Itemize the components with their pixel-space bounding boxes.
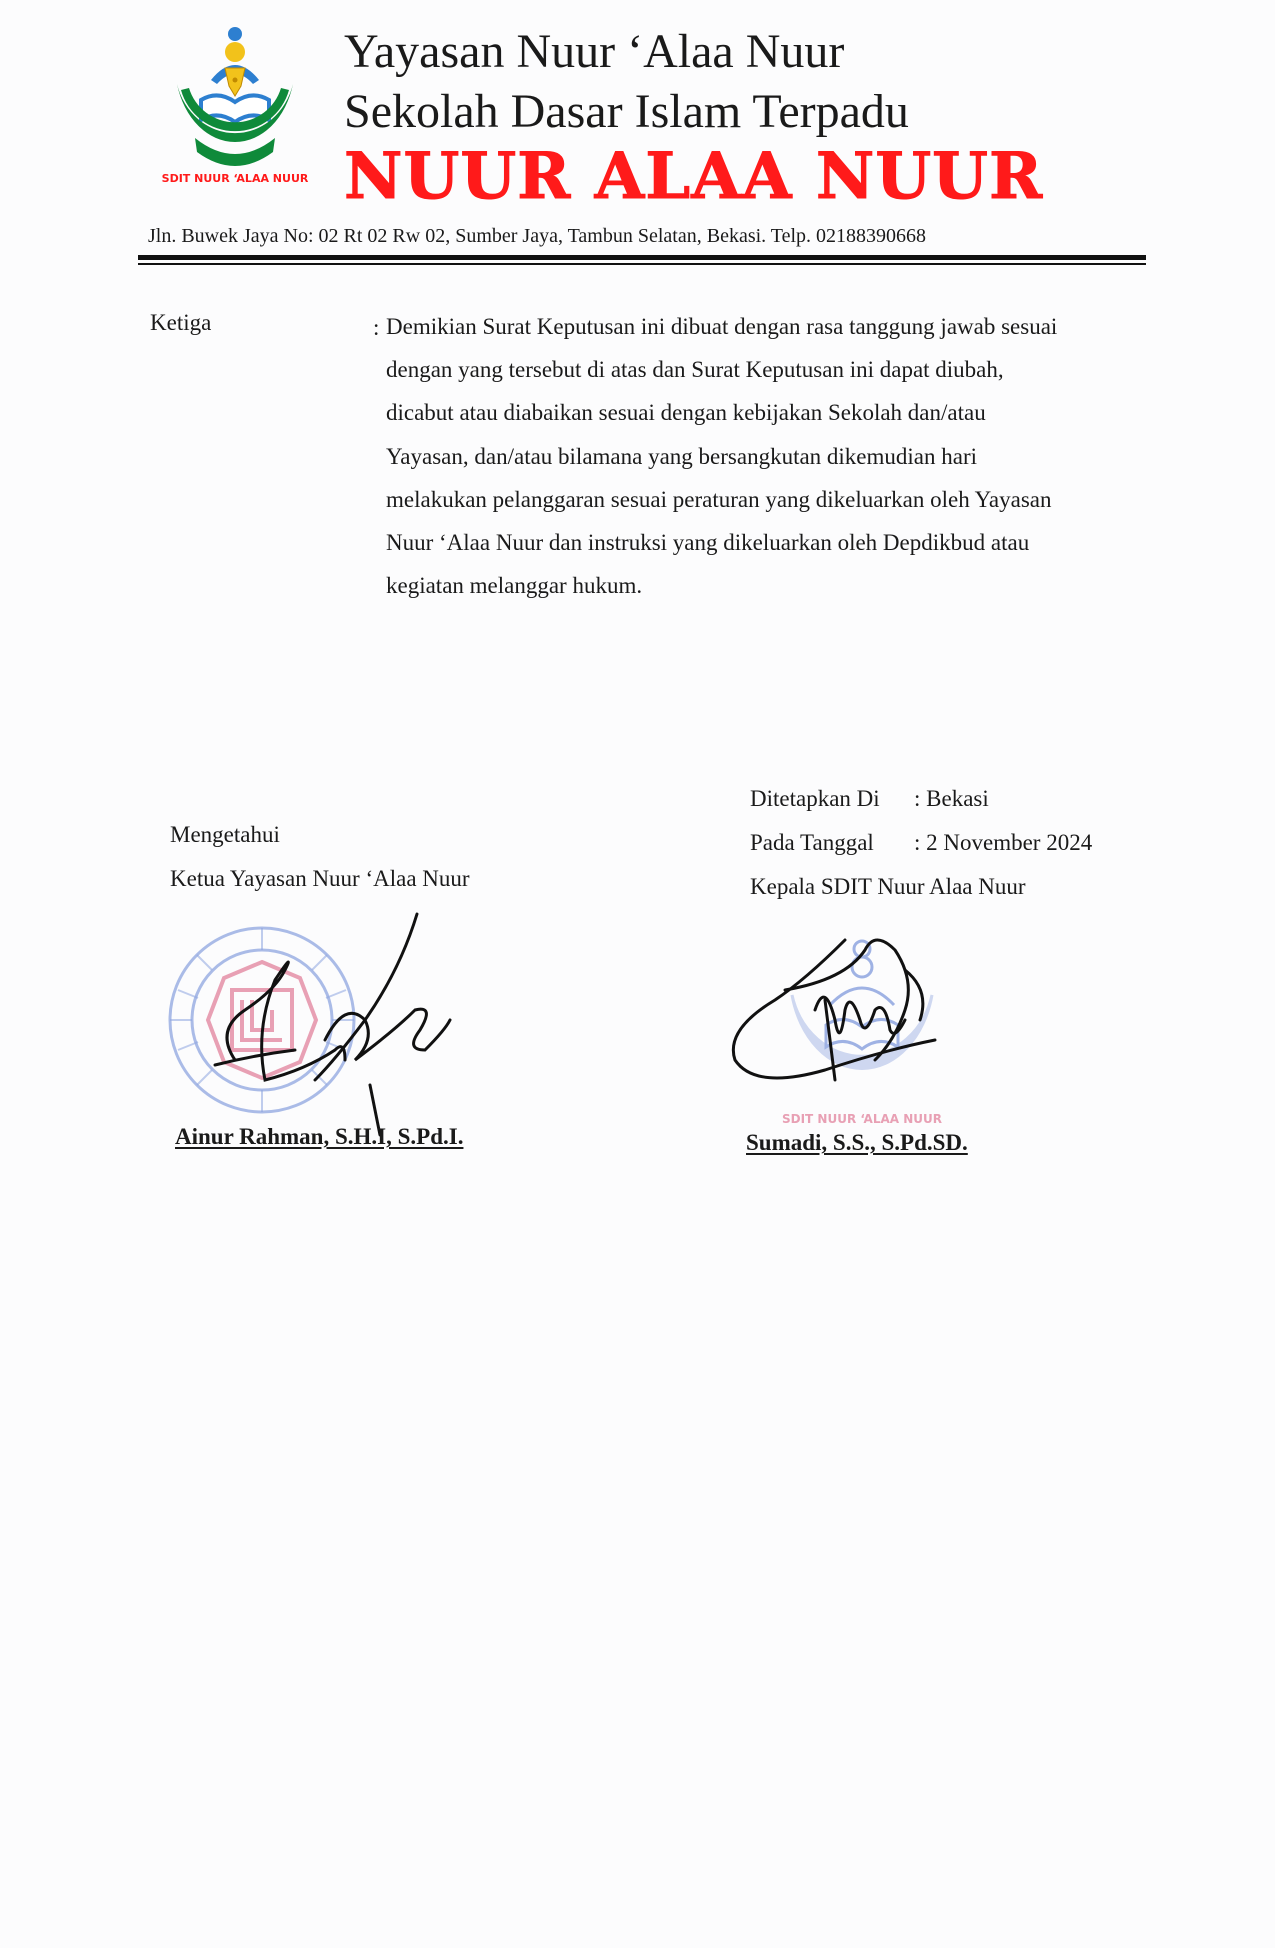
place-row: [750, 786, 989, 812]
place-value: : Bekasi: [914, 786, 989, 811]
principal-signature: [715, 920, 955, 1100]
principal-title: Kepala SDIT Nuur Alaa Nuur: [750, 874, 1026, 899]
svg-text:SDIT NUUR ‘ALAA NUUR: SDIT NUUR ‘ALAA NUUR: [161, 172, 309, 185]
header-divider-thin: [138, 263, 1146, 265]
clause-line: Yayasan, dan/atau bilamana yang bersangkutan dikemudian hari: [386, 443, 978, 469]
school-stamp-text: SDIT NUUR ‘ALAA NUUR: [781, 1112, 943, 1126]
clause-line: dengan yang tersebut di atas dan Surat Keputusan ini dapat diubah,: [386, 357, 1004, 383]
clause-line: Nuur ‘Alaa Nuur dan instruksi yang dikeluarkan oleh Depdikbud atau: [386, 530, 1030, 556]
school-type: Sekolah Dasar Islam Terpadu: [344, 85, 909, 138]
school-address: Jln. Buwek Jaya No: 02 Rt 02 Rw 02, Sumber Jaya, Tambun Selatan, Bekasi. Telp. 02188390668: [148, 225, 927, 247]
foundation-chair-title: Ketua Yayasan Nuur ‘Alaa Nuur: [170, 866, 470, 891]
school-logo: [155, 20, 315, 220]
clause-body: [386, 305, 1126, 607]
date-label: Pada Tanggal: [750, 830, 874, 855]
header-divider-thick: [138, 255, 1146, 260]
school-name: NUUR ALAA NUUR: [344, 139, 1044, 214]
clause-line: Demikian Surat Keputusan ini dibuat dengan rasa tanggung jawab sesuai: [386, 314, 1058, 339]
acknowledged-label: Mengetahui: [170, 822, 280, 847]
clause-line: kegiatan melanggar hukum.: [386, 573, 643, 599]
clause-label: Ketiga: [150, 310, 212, 335]
logo-ring-text: [162, 172, 309, 185]
chair-name: Ainur Rahman, S.H.I, S.Pd.I.: [175, 1124, 464, 1149]
chair-signature: [195, 910, 465, 1140]
principal-name: Sumadi, S.S., S.Pd.SD.: [746, 1130, 968, 1155]
clause-line: melakukan pelanggaran sesuai peraturan yang dikeluarkan oleh Yayasan: [386, 486, 1052, 512]
date-row: [750, 830, 1092, 856]
clause-line: dicabut atau diabaikan sesuai dengan kebijakan Sekolah dan/atau: [386, 400, 986, 426]
foundation-name: Yayasan Nuur ‘Alaa Nuur: [344, 25, 845, 78]
date-value: : 2 November 2024: [914, 830, 1093, 855]
place-label: Ditetapkan Di: [750, 786, 880, 811]
clause-colon: :: [373, 315, 380, 340]
